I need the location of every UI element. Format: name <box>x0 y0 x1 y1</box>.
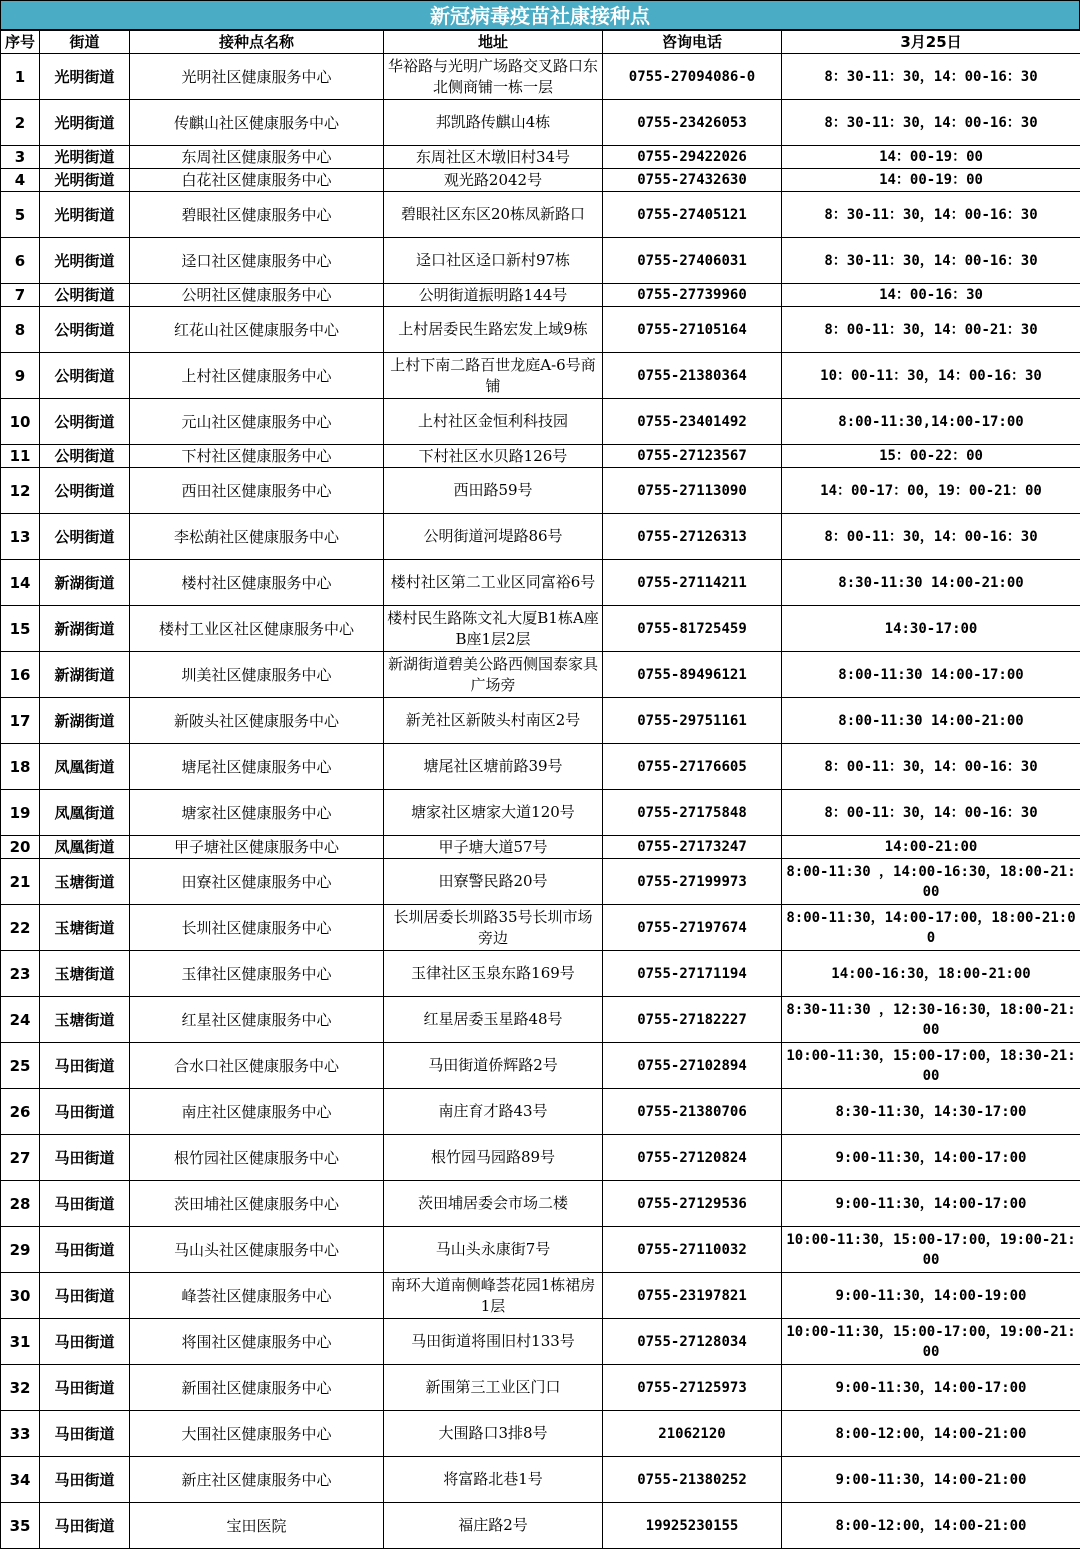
table-row <box>1 744 1080 790</box>
cell-street: 马田街道 <box>40 1227 130 1273</box>
cell-hours: 8:30-11:30 14:00-21:00 <box>782 560 1080 606</box>
cell-seq: 22 <box>1 905 40 951</box>
cell-address: 将富路北巷1号 <box>384 1457 603 1503</box>
table-row <box>1 1227 1080 1273</box>
cell-address: 东周社区木墩旧村34号 <box>384 146 603 169</box>
header-seq: 序号 <box>1 31 40 54</box>
cell-seq: 14 <box>1 560 40 606</box>
cell-seq: 13 <box>1 514 40 560</box>
cell-phone: 0755-27739960 <box>603 284 782 307</box>
cell-street: 光明街道 <box>40 146 130 169</box>
cell-street: 公明街道 <box>40 284 130 307</box>
cell-address: 茨田埔居委会市场二楼 <box>384 1181 603 1227</box>
cell-seq: 5 <box>1 192 40 238</box>
table-row <box>1 307 1080 353</box>
cell-seq: 34 <box>1 1457 40 1503</box>
cell-phone: 0755-27173247 <box>603 836 782 859</box>
cell-seq: 12 <box>1 468 40 514</box>
cell-hours: 14：00-19：00 <box>782 169 1080 192</box>
table-row <box>1 1135 1080 1181</box>
cell-phone: 0755-27405121 <box>603 192 782 238</box>
cell-seq: 27 <box>1 1135 40 1181</box>
cell-street: 光明街道 <box>40 192 130 238</box>
cell-street: 马田街道 <box>40 1503 130 1549</box>
cell-address: 华裕路与光明广场路交叉路口东北侧商铺一栋一层 <box>384 54 603 100</box>
cell-site: 碧眼社区健康服务中心 <box>130 192 384 238</box>
cell-site: 楼村工业区社区健康服务中心 <box>130 606 384 652</box>
cell-address: 上村社区金恒利科技园 <box>384 399 603 445</box>
cell-phone: 0755-27182227 <box>603 997 782 1043</box>
cell-address: 塘尾社区塘前路39号 <box>384 744 603 790</box>
cell-address: 公明街道河堤路86号 <box>384 514 603 560</box>
cell-phone: 0755-27176605 <box>603 744 782 790</box>
cell-hours: 8：00-11：30，14：00-16：30 <box>782 790 1080 836</box>
cell-phone: 0755-27110032 <box>603 1227 782 1273</box>
cell-seq: 8 <box>1 307 40 353</box>
cell-site: 下村社区健康服务中心 <box>130 445 384 468</box>
cell-street: 玉塘街道 <box>40 905 130 951</box>
cell-site: 公明社区健康服务中心 <box>130 284 384 307</box>
cell-site: 茨田埔社区健康服务中心 <box>130 1181 384 1227</box>
cell-site: 新庄社区健康服务中心 <box>130 1457 384 1503</box>
cell-street: 公明街道 <box>40 353 130 399</box>
cell-hours: 10:00-11:30，15:00-17:00，19:00-21:00 <box>782 1319 1080 1365</box>
header-phone: 咨询电话 <box>603 31 782 54</box>
cell-phone: 0755-21380252 <box>603 1457 782 1503</box>
cell-site: 田寮社区健康服务中心 <box>130 859 384 905</box>
cell-phone: 0755-29751161 <box>603 698 782 744</box>
cell-site: 甲子塘社区健康服务中心 <box>130 836 384 859</box>
cell-phone: 0755-27175848 <box>603 790 782 836</box>
cell-street: 公明街道 <box>40 514 130 560</box>
table-row <box>1 790 1080 836</box>
cell-address: 塘家社区塘家大道120号 <box>384 790 603 836</box>
header-site: 接种点名称 <box>130 31 384 54</box>
cell-seq: 17 <box>1 698 40 744</box>
cell-seq: 11 <box>1 445 40 468</box>
cell-street: 光明街道 <box>40 238 130 284</box>
cell-street: 新湖街道 <box>40 560 130 606</box>
cell-site: 南庄社区健康服务中心 <box>130 1089 384 1135</box>
cell-phone: 0755-27105164 <box>603 307 782 353</box>
cell-address: 公明街道振明路144号 <box>384 284 603 307</box>
cell-phone: 0755-27113090 <box>603 468 782 514</box>
cell-phone: 0755-81725459 <box>603 606 782 652</box>
cell-address: 马田街道侨辉路2号 <box>384 1043 603 1089</box>
cell-seq: 18 <box>1 744 40 790</box>
cell-hours: 14:00-16:30，18:00-21:00 <box>782 951 1080 997</box>
table-row <box>1 1181 1080 1227</box>
cell-hours: 14:00-21:00 <box>782 836 1080 859</box>
cell-phone: 0755-27171194 <box>603 951 782 997</box>
cell-address: 下村社区水贝路126号 <box>384 445 603 468</box>
cell-site: 长圳社区健康服务中心 <box>130 905 384 951</box>
cell-seq: 26 <box>1 1089 40 1135</box>
cell-street: 马田街道 <box>40 1319 130 1365</box>
cell-street: 马田街道 <box>40 1457 130 1503</box>
cell-phone: 0755-27120824 <box>603 1135 782 1181</box>
cell-site: 新陂头社区健康服务中心 <box>130 698 384 744</box>
cell-site: 圳美社区健康服务中心 <box>130 652 384 698</box>
cell-street: 光明街道 <box>40 100 130 146</box>
table-row <box>1 169 1080 192</box>
cell-seq: 4 <box>1 169 40 192</box>
cell-hours: 8：30-11：30，14：00-16：30 <box>782 192 1080 238</box>
cell-address: 西田路59号 <box>384 468 603 514</box>
cell-phone: 21062120 <box>603 1411 782 1457</box>
cell-phone: 0755-27123567 <box>603 445 782 468</box>
cell-street: 公明街道 <box>40 399 130 445</box>
table-row <box>1 1503 1080 1549</box>
cell-seq: 9 <box>1 353 40 399</box>
table-row <box>1 284 1080 307</box>
cell-hours: 8:00-11:30，14:00-17:00，18:00-21:00 <box>782 905 1080 951</box>
cell-address: 田寮警民路20号 <box>384 859 603 905</box>
cell-hours: 9:00-11:30，14:00-17:00 <box>782 1365 1080 1411</box>
cell-phone: 0755-21380364 <box>603 353 782 399</box>
table-row <box>1 100 1080 146</box>
cell-street: 玉塘街道 <box>40 951 130 997</box>
table-row <box>1 399 1080 445</box>
cell-street: 新湖街道 <box>40 698 130 744</box>
cell-street: 马田街道 <box>40 1043 130 1089</box>
cell-seq: 1 <box>1 54 40 100</box>
table-row <box>1 192 1080 238</box>
cell-address: 新围第三工业区门口 <box>384 1365 603 1411</box>
cell-hours: 10:00-11:30，15:00-17:00，19:00-21:00 <box>782 1227 1080 1273</box>
cell-hours: 8:00-12:00，14:00-21:00 <box>782 1411 1080 1457</box>
cell-seq: 21 <box>1 859 40 905</box>
cell-seq: 15 <box>1 606 40 652</box>
cell-seq: 31 <box>1 1319 40 1365</box>
cell-street: 马田街道 <box>40 1089 130 1135</box>
cell-phone: 0755-23426053 <box>603 100 782 146</box>
cell-street: 马田街道 <box>40 1273 130 1319</box>
cell-street: 凤凰街道 <box>40 836 130 859</box>
cell-address: 福庄路2号 <box>384 1503 603 1549</box>
cell-street: 公明街道 <box>40 468 130 514</box>
cell-seq: 30 <box>1 1273 40 1319</box>
cell-address: 根竹园马园路89号 <box>384 1135 603 1181</box>
table-row <box>1 1273 1080 1319</box>
cell-site: 塘尾社区健康服务中心 <box>130 744 384 790</box>
table-row <box>1 54 1080 100</box>
cell-address: 大围路口3排8号 <box>384 1411 603 1457</box>
cell-seq: 32 <box>1 1365 40 1411</box>
cell-seq: 28 <box>1 1181 40 1227</box>
cell-site: 根竹园社区健康服务中心 <box>130 1135 384 1181</box>
cell-site: 传麒山社区健康服务中心 <box>130 100 384 146</box>
cell-street: 凤凰街道 <box>40 744 130 790</box>
table-row <box>1 1365 1080 1411</box>
table-row <box>1 468 1080 514</box>
cell-site: 塘家社区健康服务中心 <box>130 790 384 836</box>
cell-hours: 8：00-11：30，14：00-16：30 <box>782 744 1080 790</box>
cell-street: 公明街道 <box>40 307 130 353</box>
table-title: 新冠病毒疫苗社康接种点 <box>0 0 1080 30</box>
cell-hours: 14：00-16：30 <box>782 284 1080 307</box>
cell-street: 玉塘街道 <box>40 997 130 1043</box>
cell-seq: 29 <box>1 1227 40 1273</box>
cell-address: 新羌社区新陂头村南区2号 <box>384 698 603 744</box>
cell-hours: 8：00-11：30，14：00-16：30 <box>782 514 1080 560</box>
cell-hours: 8:30-11:30，14:30-17:00 <box>782 1089 1080 1135</box>
cell-phone: 0755-23197821 <box>603 1273 782 1319</box>
cell-hours: 8:00-12:00，14:00-21:00 <box>782 1503 1080 1549</box>
cell-hours: 8:00-11:30 ，14:00-16:30，18:00-21:00 <box>782 859 1080 905</box>
cell-hours: 9:00-11:30，14:00-19:00 <box>782 1273 1080 1319</box>
cell-phone: 0755-29422026 <box>603 146 782 169</box>
header-address: 地址 <box>384 31 603 54</box>
table-row <box>1 445 1080 468</box>
cell-site: 红花山社区健康服务中心 <box>130 307 384 353</box>
cell-address: 楼村社区第二工业区同富裕6号 <box>384 560 603 606</box>
cell-address: 邦凯路传麒山4栋 <box>384 100 603 146</box>
cell-phone: 0755-27128034 <box>603 1319 782 1365</box>
cell-seq: 19 <box>1 790 40 836</box>
cell-address: 南环大道南侧峰荟花园1栋裙房1层 <box>384 1273 603 1319</box>
cell-street: 新湖街道 <box>40 606 130 652</box>
header-row <box>1 31 1080 54</box>
table-row <box>1 1457 1080 1503</box>
cell-hours: 10：00-11：30，14：00-16：30 <box>782 353 1080 399</box>
cell-phone: 0755-27406031 <box>603 238 782 284</box>
cell-seq: 7 <box>1 284 40 307</box>
cell-phone: 0755-21380706 <box>603 1089 782 1135</box>
table-row <box>1 859 1080 905</box>
cell-phone: 0755-27199973 <box>603 859 782 905</box>
cell-hours: 9:00-11:30，14:00-21:00 <box>782 1457 1080 1503</box>
cell-address: 马田街道将围旧村133号 <box>384 1319 603 1365</box>
cell-seq: 23 <box>1 951 40 997</box>
cell-hours: 14：00-19：00 <box>782 146 1080 169</box>
cell-hours: 14:30-17:00 <box>782 606 1080 652</box>
table-row <box>1 997 1080 1043</box>
cell-phone: 0755-27094086-0 <box>603 54 782 100</box>
cell-hours: 9:00-11:30，14:00-17:00 <box>782 1181 1080 1227</box>
cell-site: 大围社区健康服务中心 <box>130 1411 384 1457</box>
cell-seq: 3 <box>1 146 40 169</box>
cell-phone: 0755-23401492 <box>603 399 782 445</box>
table-row <box>1 1043 1080 1089</box>
header-street: 街道 <box>40 31 130 54</box>
cell-hours: 8:00-11:30 14:00-21:00 <box>782 698 1080 744</box>
cell-phone: 19925230155 <box>603 1503 782 1549</box>
cell-phone: 0755-27126313 <box>603 514 782 560</box>
cell-hours: 8：00-11：30，14：00-21：30 <box>782 307 1080 353</box>
cell-hours: 8：30-11：30，14：00-16：30 <box>782 100 1080 146</box>
cell-phone: 0755-27114211 <box>603 560 782 606</box>
cell-seq: 6 <box>1 238 40 284</box>
cell-address: 马山头永康街7号 <box>384 1227 603 1273</box>
cell-street: 玉塘街道 <box>40 859 130 905</box>
table-row <box>1 560 1080 606</box>
table-row <box>1 1319 1080 1365</box>
table-row <box>1 698 1080 744</box>
cell-site: 光明社区健康服务中心 <box>130 54 384 100</box>
cell-site: 迳口社区健康服务中心 <box>130 238 384 284</box>
cell-street: 马田街道 <box>40 1135 130 1181</box>
table-row <box>1 606 1080 652</box>
cell-site: 李松蓢社区健康服务中心 <box>130 514 384 560</box>
cell-seq: 20 <box>1 836 40 859</box>
cell-site: 楼村社区健康服务中心 <box>130 560 384 606</box>
cell-address: 上村居委民生路宏发上域9栋 <box>384 307 603 353</box>
cell-seq: 35 <box>1 1503 40 1549</box>
cell-phone: 0755-89496121 <box>603 652 782 698</box>
table-row <box>1 146 1080 169</box>
cell-address: 观光路2042号 <box>384 169 603 192</box>
table-row <box>1 514 1080 560</box>
cell-street: 新湖街道 <box>40 652 130 698</box>
cell-phone: 0755-27129536 <box>603 1181 782 1227</box>
cell-address: 碧眼社区东区20栋凤新路口 <box>384 192 603 238</box>
cell-site: 红星社区健康服务中心 <box>130 997 384 1043</box>
cell-seq: 2 <box>1 100 40 146</box>
cell-site: 新围社区健康服务中心 <box>130 1365 384 1411</box>
cell-seq: 33 <box>1 1411 40 1457</box>
table-row <box>1 905 1080 951</box>
cell-hours: 8：30-11：30，14：00-16：30 <box>782 54 1080 100</box>
cell-hours: 10:00-11:30，15:00-17:00，18:30-21:00 <box>782 1043 1080 1089</box>
cell-site: 西田社区健康服务中心 <box>130 468 384 514</box>
table-row <box>1 353 1080 399</box>
cell-hours: 8:00-11:30,14:00-17:00 <box>782 399 1080 445</box>
table-row <box>1 836 1080 859</box>
table-row <box>1 238 1080 284</box>
cell-address: 新湖街道碧美公路西侧国泰家具广场旁 <box>384 652 603 698</box>
table-row <box>1 1089 1080 1135</box>
cell-hours: 15：00-22：00 <box>782 445 1080 468</box>
cell-phone: 0755-27102894 <box>603 1043 782 1089</box>
table-row <box>1 652 1080 698</box>
cell-street: 马田街道 <box>40 1411 130 1457</box>
cell-site: 马山头社区健康服务中心 <box>130 1227 384 1273</box>
cell-site: 白花社区健康服务中心 <box>130 169 384 192</box>
cell-phone: 0755-27432630 <box>603 169 782 192</box>
cell-hours: 9:00-11:30，14:00-17:00 <box>782 1135 1080 1181</box>
cell-hours: 8：30-11：30，14：00-16：30 <box>782 238 1080 284</box>
cell-address: 红星居委玉星路48号 <box>384 997 603 1043</box>
cell-address: 长圳居委长圳路35号长圳市场旁边 <box>384 905 603 951</box>
header-hours: 3月25日 <box>782 31 1080 54</box>
cell-address: 楼村民生路陈文礼大厦B1栋A座B座1层2层 <box>384 606 603 652</box>
cell-site: 元山社区健康服务中心 <box>130 399 384 445</box>
cell-phone: 0755-27197674 <box>603 905 782 951</box>
cell-seq: 24 <box>1 997 40 1043</box>
cell-street: 凤凰街道 <box>40 790 130 836</box>
cell-hours: 14：00-17：00，19：00-21：00 <box>782 468 1080 514</box>
cell-phone: 0755-27125973 <box>603 1365 782 1411</box>
cell-address: 迳口社区迳口新村97栋 <box>384 238 603 284</box>
cell-site: 玉律社区健康服务中心 <box>130 951 384 997</box>
cell-address: 南庄育才路43号 <box>384 1089 603 1135</box>
cell-hours: 8:30-11:30 ，12:30-16:30，18:00-21:00 <box>782 997 1080 1043</box>
cell-street: 马田街道 <box>40 1181 130 1227</box>
cell-site: 合水口社区健康服务中心 <box>130 1043 384 1089</box>
cell-seq: 25 <box>1 1043 40 1089</box>
cell-site: 将围社区健康服务中心 <box>130 1319 384 1365</box>
cell-site: 上村社区健康服务中心 <box>130 353 384 399</box>
cell-site: 峰荟社区健康服务中心 <box>130 1273 384 1319</box>
cell-street: 光明街道 <box>40 54 130 100</box>
cell-street: 光明街道 <box>40 169 130 192</box>
cell-street: 公明街道 <box>40 445 130 468</box>
cell-site: 宝田医院 <box>130 1503 384 1549</box>
vaccination-sites-table <box>0 30 1080 1549</box>
cell-address: 甲子塘大道57号 <box>384 836 603 859</box>
table-row <box>1 1411 1080 1457</box>
cell-address: 玉律社区玉泉东路169号 <box>384 951 603 997</box>
cell-address: 上村下南二路百世龙庭A-6号商铺 <box>384 353 603 399</box>
cell-site: 东周社区健康服务中心 <box>130 146 384 169</box>
cell-hours: 8:00-11:30 14:00-17:00 <box>782 652 1080 698</box>
cell-seq: 16 <box>1 652 40 698</box>
table-row <box>1 951 1080 997</box>
cell-seq: 10 <box>1 399 40 445</box>
cell-street: 马田街道 <box>40 1365 130 1411</box>
